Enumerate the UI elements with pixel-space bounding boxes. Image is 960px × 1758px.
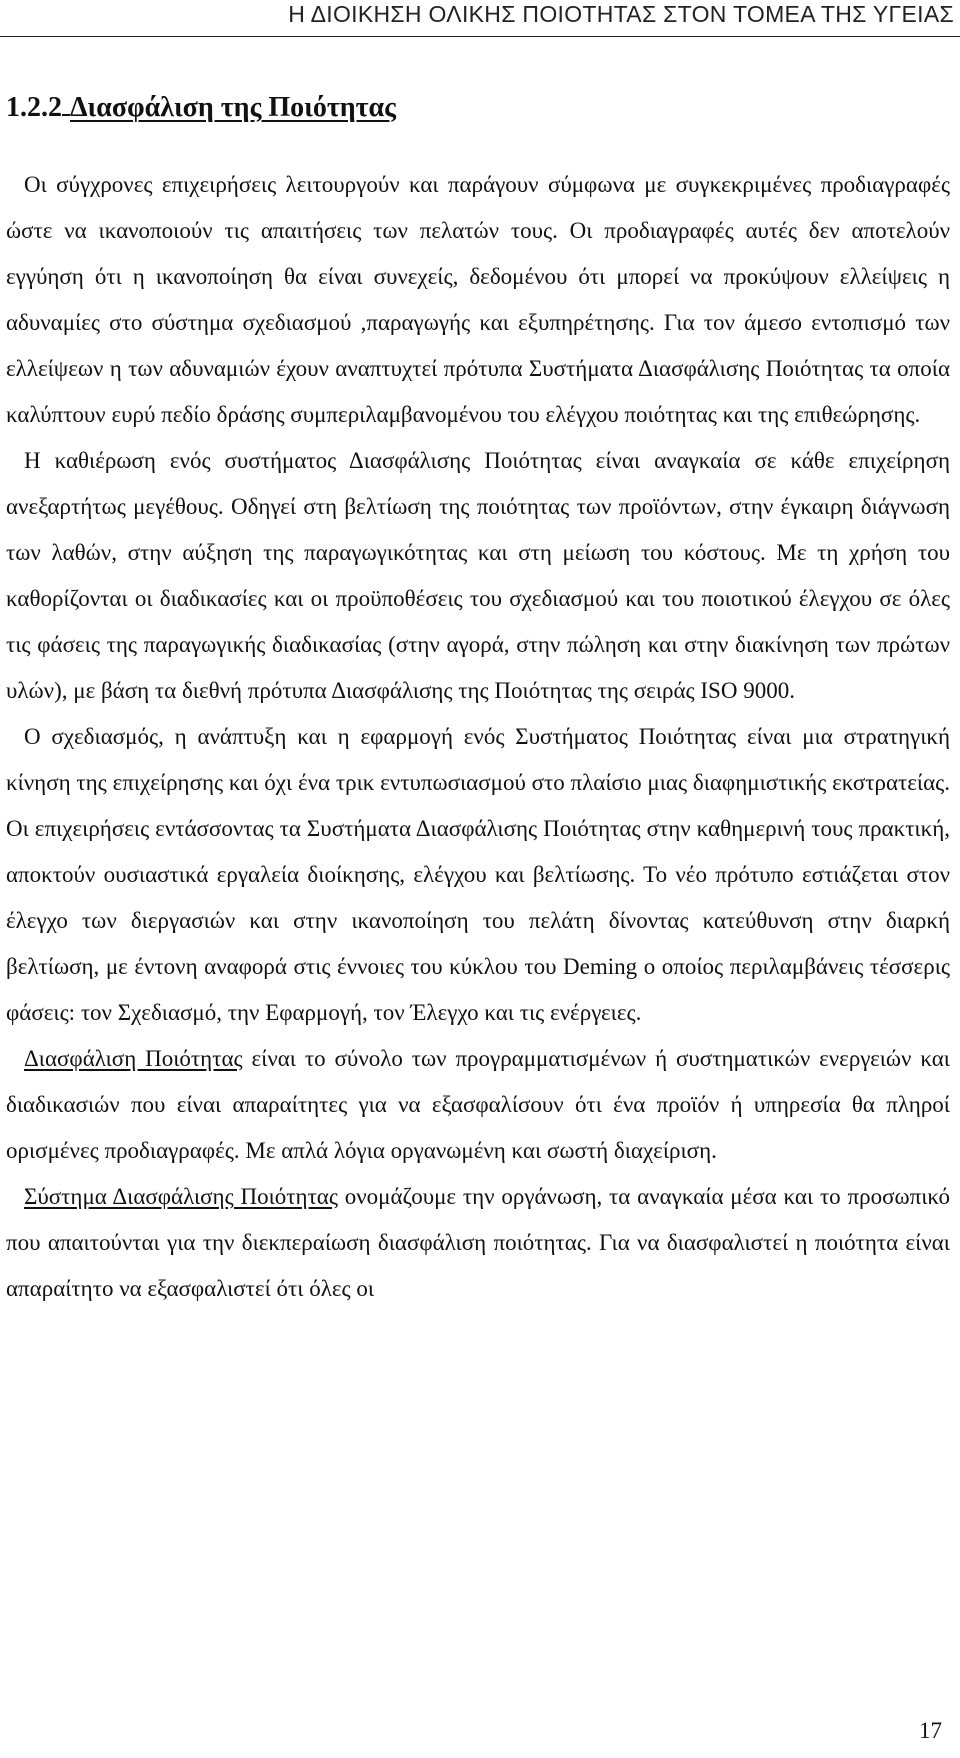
heading-underline-gap xyxy=(62,92,70,116)
page-number: 17 xyxy=(919,1718,942,1743)
section-title: Διασφάλιση της Ποιότητας xyxy=(70,92,396,123)
defined-term-quality-assurance-system: Σύστημα Διασφάλισης Ποιότητας xyxy=(24,1184,338,1209)
paragraph-3: Ο σχεδιασμός, η ανάπτυξη και η εφαρμογή ενός Συστήματος Ποιότητας είναι μια στρατηγική κίνηση της επιχείρησης και όχι ένα τρικ εντυπωσιασμού στο πλαίσιο μιας διαφημιστικής εκστρατείας. Οι επιχειρήσεις εντάσσοντας τα Συστήματα Διασφάλισης Ποιότητας στην καθημερινή τους πρακτική, αποκτούν ουσιαστικά εργαλεία διοίκησης, ελέγχου και βελτίωσης. Το νέο πρότυπο εστιάζεται στον έλεγχο των διεργασιών και στην ικανοποίηση του πελάτη δίνοντας κατεύθυνση στην διαρκή βελτίωση, με έντονη αναφορά στις έννοιες του κύκλου του Deming ο οποίος περιλαμβάνεις τέσσερις φάσεις: τον Σχεδιασμό, την Εφαρμογή, τον Έλεγχο και τις ενέργειες. xyxy=(6,724,950,1025)
paragraph-1: Οι σύγχρονες επιχειρήσεις λειτουργούν και παράγουν σύμφωνα με συγκεκριμένες προδιαγραφές ώστε να ικανοποιούν τις απαιτήσεις των πελατών τους. Οι προδιαγραφές αυτές δεν αποτελούν εγγύηση ότι η ικανοποίηση θα είναι συνεχείς, δεδομένου ότι μπορεί να προκύψουν ελλείψεις η αδυναμίες στο σύστημα σχεδιασμού ,παραγωγής και εξυπηρέτησης. Για τον άμεσο εντοπισμό των ελλείψεων η των αδυναμιών έχουν αναπτυχτεί πρότυπα Συστήματα Διασφάλισης Ποιότητας τα οποία καλύπτουν ευρύ πεδίο δράσης συμπεριλαμβανομένου του ελέγχου ποιότητας και της επιθεώρησης. xyxy=(6,172,950,427)
body-text xyxy=(6,162,950,1312)
section-number: 1.2.2 xyxy=(6,92,62,123)
defined-term-quality-assurance: Διασφάλιση Ποιότητας xyxy=(24,1046,243,1071)
definition-text-quality-assurance-system: ονομάζουμε την οργάνωση, τα αναγκαία μέσα και το προσωπικό που απαιτούνται για την διεκπεραίωση διασφάλιση ποιότητας. Για να διασφαλιστεί η ποιότητα είναι απαραίτητο να εξασφαλιστεί ότι όλες οι xyxy=(6,1184,950,1301)
running-header-title: Η ΔΙΟΙΚΗΣΗ ΟΛΙΚΗΣ ΠΟΙΟΤΗΤΑΣ ΣΤΟΝ ΤΟΜΕΑ ΤΗΣ ΥΓΕΙΑΣ xyxy=(288,1,954,27)
paragraph-5-definition xyxy=(6,1174,950,1312)
definition-text-quality-assurance: είναι το σύνολο των προγραμματισμένων ή συστηματικών ενεργειών και διαδικασιών που είναι απαραίτητες για να εξασφαλίσουν ότι ένα προϊόν ή υπηρεσία θα πληροί ορισμένες προδιαγραφές. Με απλά λόγια οργανωμένη και σωστή διαχείριση. xyxy=(6,1046,950,1163)
section-heading xyxy=(6,92,396,124)
paragraph-2: Η καθιέρωση ενός συστήματος Διασφάλισης Ποιότητας είναι αναγκαία σε κάθε επιχείρηση ανεξαρτήτως μεγέθους. Οδηγεί στη βελτίωση της ποιότητας των προϊόντων, στην έγκαιρη διάγνωση των λαθών, στην αύξηση της παραγωγικότητας και στη μείωση του κόστους. Με τη χρήση του καθορίζονται οι διαδικασίες και οι προϋποθέσεις του σχεδιασμού και του ποιοτικού έλεγχου σε όλες τις φάσεις της παραγωγικής διαδικασίας (στην αγορά, στην πώληση και στην διακίνηση των πρώτων υλών), με βάση τα διεθνή πρότυπα Διασφάλισης της Ποιότητας της σειράς ISO 9000. xyxy=(6,448,950,703)
paragraph-4-definition xyxy=(6,1036,950,1174)
running-header xyxy=(0,0,960,37)
